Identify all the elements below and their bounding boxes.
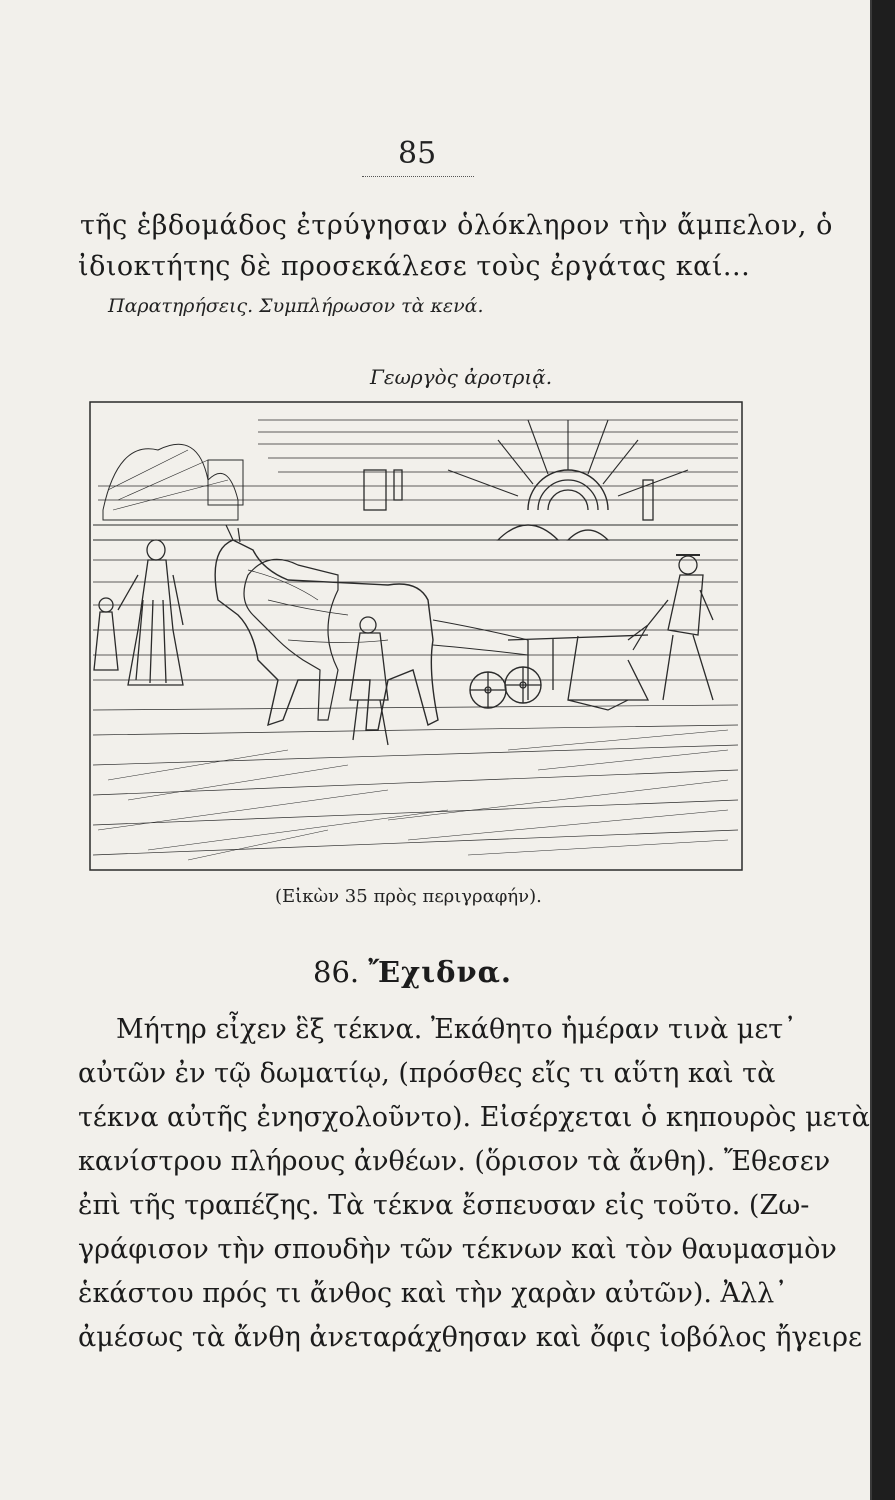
body-line-4: κανίστρου πλήρους ἀνθέων. (ὅρισον τὰ ἄνθη). Ἔθεσεν — [78, 1146, 831, 1177]
page-number-rule — [362, 176, 474, 177]
body-line-3: τέκνα αὐτῆς ἐνησχολοῦντο). Εἰσέρχεται ὁ κηπουρὸς μετὰ — [78, 1102, 870, 1133]
body-line-5: ἐπὶ τῆς τραπέζης. Τὰ τέκνα ἔσπευσαν εἰς τοῦτο. (Ζω- — [78, 1190, 810, 1221]
figure-title: Γεωργὸς ἀροτριᾷ. — [370, 365, 553, 389]
section-heading — [313, 955, 512, 989]
body-line-2: αὐτῶν ἐν τῷ δωματίῳ, (πρόσθες εἴς τι αὕτη καὶ τὰ — [78, 1058, 776, 1089]
section-title: Ἔχιδνα. — [368, 955, 513, 989]
binding-edge — [872, 0, 895, 1500]
body-line-7: ἑκάστου πρός τι ἄνθος καὶ τὴν χαρὰν αὐτῶν). Ἀλλ᾿ — [78, 1278, 788, 1309]
page-number: 85 — [398, 136, 437, 171]
ploughing-engraving — [88, 400, 744, 872]
top-text-line-2: ἰδιοκτήτης δὲ προσεκάλεσε τοὺς ἐργάτας καί... — [78, 251, 751, 282]
body-line-8: ἀμέσως τὰ ἄνθη ἀνεταράχθησαν καὶ ὄφις ἰοβόλος ἤγειρε — [78, 1322, 862, 1353]
body-line-1: Μήτηρ εἶχεν ἓξ τέκνα. Ἐκάθητο ἡμέραν τινὰ μετ᾿ — [116, 1014, 797, 1045]
body-line-6: γράφισον τὴν σπουδὴν τῶν τέκνων καὶ τὸν θαυμασμὸν — [78, 1234, 837, 1265]
figure-caption: (Εἰκὼν 35 πρὸς περιγραφήν). — [275, 886, 542, 907]
exercise-note: Παρατηρήσεις. Συμπλήρωσον τὰ κενά. — [108, 295, 484, 317]
top-text-line-1: τῆς ἑβδομάδος ἐτρύγησαν ὁλόκληρον τὴν ἄμπελον, ὁ — [80, 210, 833, 241]
section-number: 86. — [313, 955, 360, 989]
